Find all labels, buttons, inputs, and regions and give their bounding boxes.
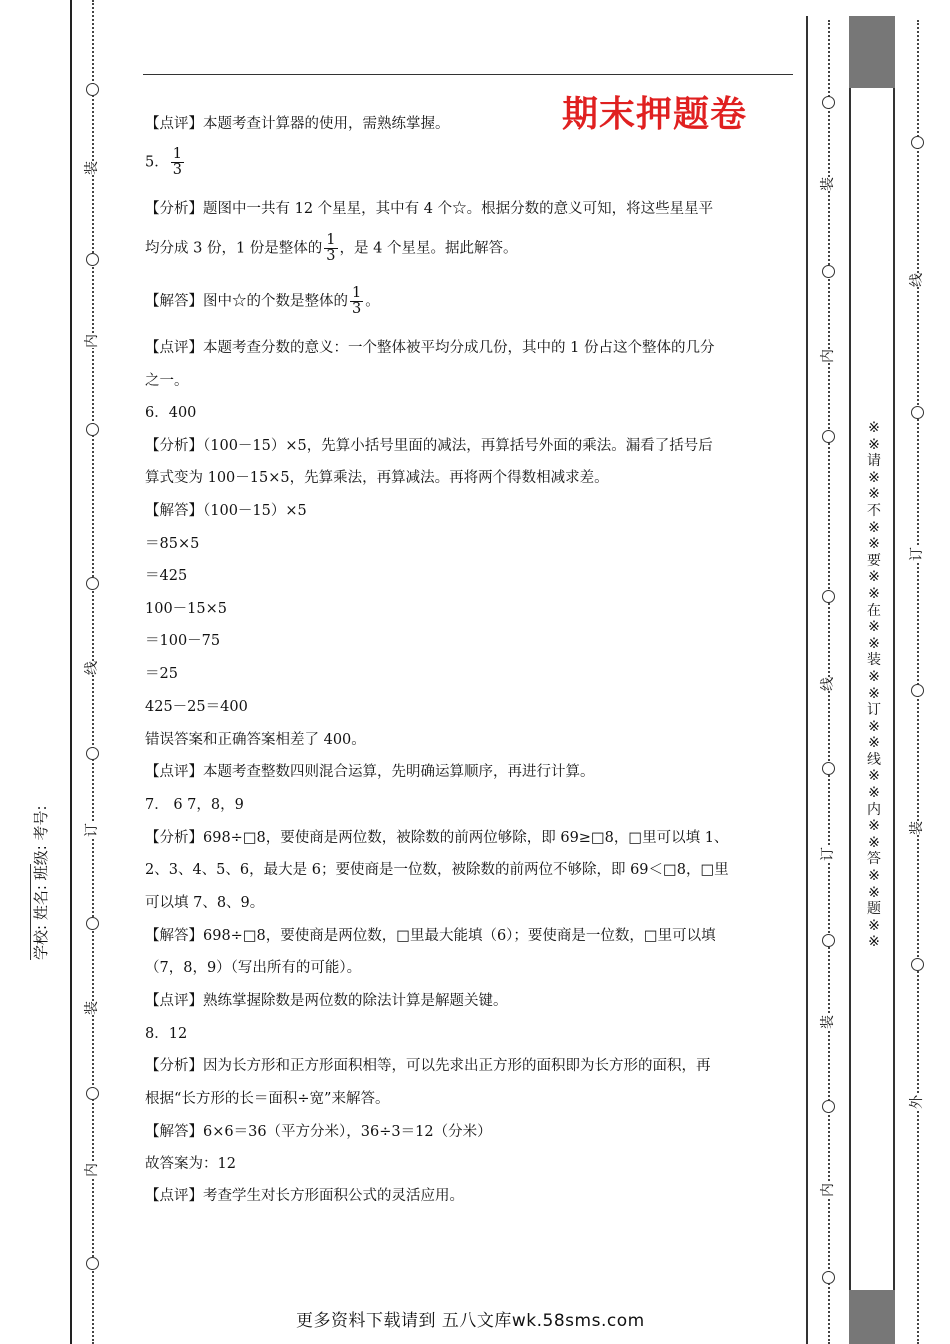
binding-mark: 订 [84, 823, 100, 837]
exam-stamp: 期末押题卷 [562, 94, 748, 135]
text-line: 可以填 7、8、9。 [145, 895, 265, 911]
binding-mark: 装 [84, 161, 100, 175]
footer-link[interactable]: 更多资料下载请到 五八文库wk.58sms.com [296, 1311, 645, 1331]
text-line: 【解答】（100－15）×5 [145, 503, 307, 519]
banner-column-right-border [893, 88, 895, 1290]
text-line: ＝425 [145, 568, 188, 584]
binding-mark: 线 [820, 677, 836, 691]
binding-hole-icon [822, 934, 835, 947]
binding-mark: 装 [84, 1001, 100, 1015]
binding-hole-icon [86, 83, 99, 96]
text-line: ＝100－75 [145, 633, 221, 649]
text-line: 【分析】题图中一共有 12 个星星，其中有 4 个☆。根据分数的意义可知，将这些星星平 [145, 201, 714, 217]
text-line: 根据“长方形的长＝面积÷宽”来解答。 [145, 1091, 390, 1107]
binding-hole-icon [911, 136, 924, 149]
text-line: 7． 6 7，8，9 [145, 797, 244, 813]
binding-hole-icon [911, 684, 924, 697]
binding-hole-icon [86, 577, 99, 590]
binding-mark: 内 [820, 1183, 836, 1197]
binding-hole-icon [86, 1087, 99, 1100]
binding-mark: 外 [909, 1095, 925, 1109]
binding-mark: 装 [909, 821, 925, 835]
text-line: 【点评】本题考查计算器的使用，需熟练掌握。 [145, 116, 450, 132]
binding-hole-icon [822, 590, 835, 603]
binding-mark: 订 [820, 847, 836, 861]
binding-mark: 装 [820, 177, 836, 191]
binding-mark: 线 [909, 273, 925, 287]
fraction: $\frac{1}{3}$ [352, 285, 362, 317]
text-line: 2、3、4、5、6，最大是 6；要使商是一位数，被除数的前两位不够除，即 69＜□8，□里 [145, 862, 729, 878]
exam-number-blank[interactable] [30, 880, 31, 960]
right-binding-rule [806, 16, 808, 1344]
text-line: 8．12 [145, 1026, 188, 1042]
binding-hole-icon [911, 406, 924, 419]
class-label: 班级: [32, 845, 50, 881]
text-line: 6．400 [145, 405, 197, 421]
binding-hole-icon [86, 1257, 99, 1270]
text-line: 【点评】本题考查分数的意义：一个整体被平均分成几份，其中的 1 份占这个整体的几分 [145, 340, 715, 356]
text-line: 425－25＝400 [145, 699, 248, 715]
header-rule [143, 74, 793, 75]
text-line: 【分析】698÷□8，要使商是两位数，被除数的前两位够除，即 69≥□8，□里可以填 1、 [145, 830, 729, 846]
binding-hole-icon [86, 917, 99, 930]
text-line: 均分成 3 份，1 份是整体的 $\frac{1}{3}$ ，是 4 个星星。据此解答。 [145, 232, 518, 264]
text-line: 【解答】698÷□8，要使商是两位数，□里最大能填（6）；要使商是一位数，□里可以填 [145, 928, 716, 944]
text-line: 算式变为 100－15×5，先算乘法，再算减法。再将两个得数相减求差。 [145, 470, 609, 486]
text-line: 5． $\frac{1}{3}$ [145, 146, 182, 178]
binding-hole-icon [822, 265, 835, 278]
text-line: （7，8，9）（写出所有的可能）。 [145, 960, 362, 976]
text-line: 【解答】6×6＝36（平方分米），36÷3＝12（分米） [145, 1124, 492, 1140]
fraction: $\frac{1}{3}$ [326, 232, 336, 264]
fraction: $\frac{1}{3}$ [172, 146, 182, 178]
binding-mark: 装 [820, 1015, 836, 1029]
binding-hole-icon [86, 747, 99, 760]
left-binding-rule [70, 0, 72, 1344]
text-line: ＝85×5 [145, 536, 200, 552]
binding-hole-icon [86, 253, 99, 266]
binding-hole-icon [822, 762, 835, 775]
binding-mark: 内 [84, 334, 100, 348]
binding-mark: 线 [84, 661, 100, 675]
text-line: 【点评】考查学生对长方形面积公式的灵活应用。 [145, 1188, 464, 1204]
right-gray-block-top [849, 16, 895, 88]
text-line: ＝25 [145, 666, 178, 682]
name-label: 姓名: [32, 885, 50, 921]
exam-number-label: 考号: [32, 805, 50, 841]
binding-hole-icon [822, 1271, 835, 1284]
text-line: 错误答案和正确答案相差了 400。 [145, 732, 366, 748]
binding-mark: 内 [820, 349, 836, 363]
binding-hole-icon [86, 423, 99, 436]
text-line: 之一。 [145, 373, 189, 389]
text-line: 【分析】因为长方形和正方形面积相等，可以先求出正方形的面积即为长方形的面积，再 [145, 1058, 711, 1074]
text-line: 【解答】图中☆的个数是整体的 $\frac{1}{3}$ 。 [145, 285, 380, 317]
text-line: 【分析】（100－15）×5，先算小括号里面的减法，再算括号外面的乘法。漏看了括号后 [145, 438, 713, 454]
binding-hole-icon [822, 430, 835, 443]
text-line: 100－15×5 [145, 601, 228, 617]
right-dotted-line-outer [917, 20, 919, 1344]
binding-hole-icon [822, 1100, 835, 1113]
binding-hole-icon [911, 958, 924, 971]
no-answer-banner: ※ ※ 请 ※ ※ 不 ※ ※ 要 ※ ※ 在 ※ ※ 装 ※ ※ 订 ※ ※ 线 ※ ※ 内 ※ ※ 答 ※ ※ 题 ※ ※ [867, 420, 881, 951]
right-gray-block-bottom [849, 1290, 895, 1344]
student-info-fields [30, 805, 51, 960]
text-line: 【点评】熟练掌握除数是两位数的除法计算是解题关键。 [145, 993, 508, 1009]
banner-column-left-border [849, 88, 851, 1290]
text-line: 【点评】本题考查整数四则混合运算，先明确运算顺序，再进行计算。 [145, 764, 595, 780]
school-label: 学校: [32, 924, 50, 960]
binding-hole-icon [822, 96, 835, 109]
text-line: 故答案为：12 [145, 1156, 236, 1172]
binding-mark: 内 [84, 1163, 100, 1177]
binding-mark: 订 [909, 547, 925, 561]
